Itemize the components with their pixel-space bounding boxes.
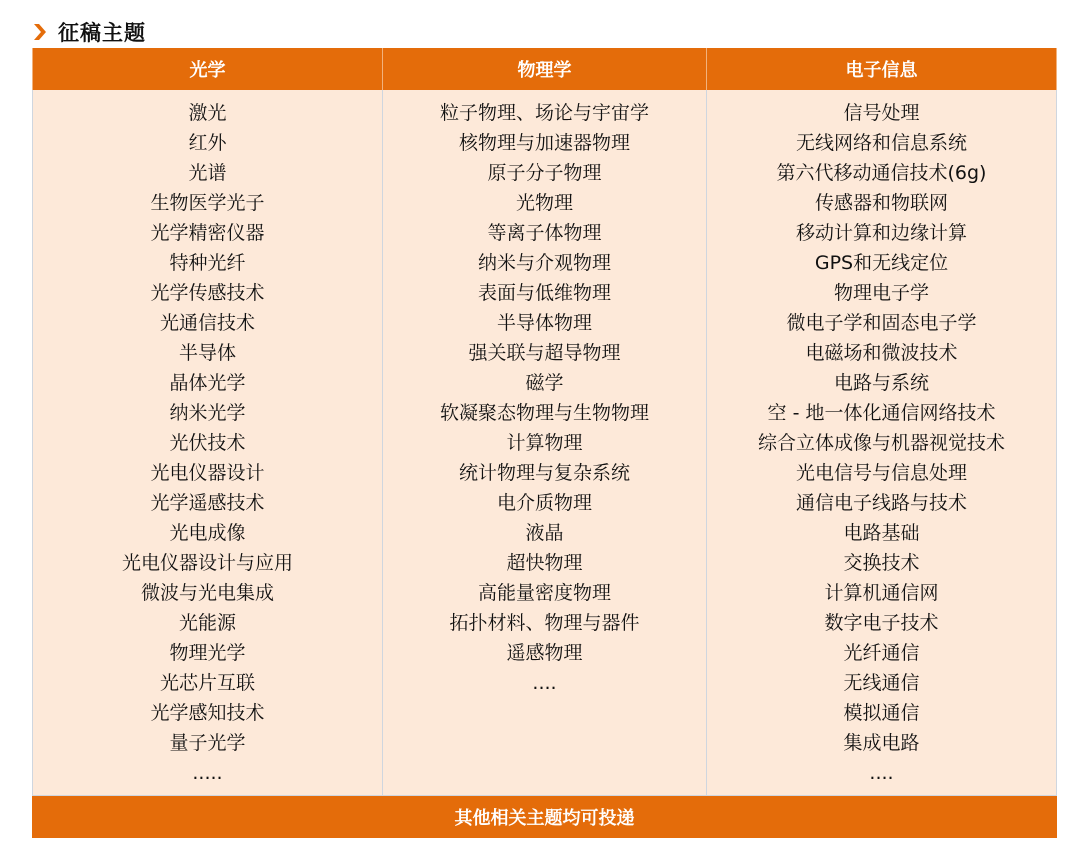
footer-row xyxy=(33,796,1057,839)
topic-item: 电磁场和微波技术 xyxy=(805,342,958,364)
topic-item: 激光 xyxy=(188,102,227,124)
topics-table xyxy=(32,48,1057,838)
topic-item: 量子光学 xyxy=(169,732,246,754)
topic-item: 第六代移动通信技术(6g) xyxy=(776,162,987,184)
topic-item: 微波与光电集成 xyxy=(140,582,274,604)
topic-item: 生物医学光子 xyxy=(150,192,265,214)
topic-item: 磁学 xyxy=(525,372,564,394)
optics-topic-list xyxy=(33,90,383,796)
topic-item: 半导体物理 xyxy=(496,312,592,334)
topic-item: 强关联与超导物理 xyxy=(468,342,621,364)
topic-item: 电路基础 xyxy=(843,522,920,544)
section-heading xyxy=(32,14,146,50)
topic-item: 纳米与介观物理 xyxy=(477,252,611,274)
topic-item: 光学感知技术 xyxy=(150,702,265,724)
electronics-topic-list xyxy=(707,90,1057,796)
topic-item: 拓扑材料、物理与器件 xyxy=(449,612,640,634)
topic-item: 信号处理 xyxy=(843,102,920,124)
topic-item: 等离子体物理 xyxy=(487,222,602,244)
topic-item: 移动计算和边缘计算 xyxy=(795,222,967,244)
topic-item: 模拟通信 xyxy=(843,702,920,724)
topic-item: 光学精密仪器 xyxy=(150,222,265,244)
topic-item: 光谱 xyxy=(188,162,227,184)
topic-item: 光物理 xyxy=(515,192,573,214)
topic-item: 粒子物理、场论与宇宙学 xyxy=(439,102,649,124)
topic-item: 光芯片互联 xyxy=(159,672,255,694)
topic-item: 无线通信 xyxy=(843,672,920,694)
topic-item: 光电成像 xyxy=(169,522,246,544)
topic-item: 光电仪器设计 xyxy=(150,462,265,484)
physics-topic-list xyxy=(383,90,707,796)
topic-item: 光伏技术 xyxy=(169,432,246,454)
topic-item: .... xyxy=(869,762,894,784)
topic-item: 光学传感技术 xyxy=(150,282,265,304)
topic-item: 计算物理 xyxy=(506,432,583,454)
section-title: 征稿主题 xyxy=(58,21,146,45)
topics-table-container xyxy=(32,48,1056,838)
topic-item: 遥感物理 xyxy=(506,642,583,664)
topic-item: 物理电子学 xyxy=(833,282,929,304)
topics-row xyxy=(33,90,1057,796)
footer-note: 其他相关主题均可投递 xyxy=(33,796,1057,839)
topic-item: 光纤通信 xyxy=(843,642,920,664)
topic-item: 光能源 xyxy=(178,612,236,634)
topic-item: 空 - 地一体化通信网络技术 xyxy=(767,402,996,424)
column-header-physics: 物理学 xyxy=(383,48,707,90)
topic-item: 传感器和物联网 xyxy=(814,192,948,214)
topic-item: 电介质物理 xyxy=(496,492,592,514)
header-row xyxy=(33,48,1057,90)
topic-item: 表面与低维物理 xyxy=(477,282,611,304)
topic-item: 通信电子线路与技术 xyxy=(795,492,967,514)
topic-item: 液晶 xyxy=(525,522,564,544)
topic-item: 纳米光学 xyxy=(169,402,246,424)
topic-item: 交换技术 xyxy=(843,552,920,574)
topic-item: 电路与系统 xyxy=(833,372,929,394)
topic-item: GPS和无线定位 xyxy=(814,252,949,274)
topic-item: 原子分子物理 xyxy=(487,162,602,184)
topic-item: 高能量密度物理 xyxy=(477,582,611,604)
topic-item: 红外 xyxy=(188,132,227,154)
topic-item: 光学遥感技术 xyxy=(150,492,265,514)
topic-item: 光电仪器设计与应用 xyxy=(121,552,293,574)
topic-item: .... xyxy=(532,672,557,694)
topic-item: 无线网络和信息系统 xyxy=(795,132,967,154)
topic-item: 半导体 xyxy=(178,342,236,364)
topic-item: 微电子学和固态电子学 xyxy=(786,312,977,334)
column-header-electronics: 电子信息 xyxy=(707,48,1057,90)
topic-item: 光通信技术 xyxy=(159,312,255,334)
topic-item: 计算机通信网 xyxy=(824,582,939,604)
topic-item: 超快物理 xyxy=(506,552,583,574)
topic-item: ..... xyxy=(192,762,223,784)
topic-item: 物理光学 xyxy=(169,642,246,664)
topic-item: 光电信号与信息处理 xyxy=(795,462,967,484)
topic-item: 数字电子技术 xyxy=(824,612,939,634)
topic-item: 集成电路 xyxy=(843,732,920,754)
chevron-right-icon xyxy=(32,21,48,43)
topic-item: 核物理与加速器物理 xyxy=(458,132,630,154)
topic-item: 综合立体成像与机器视觉技术 xyxy=(757,432,1005,454)
topic-item: 特种光纤 xyxy=(169,252,246,274)
topic-item: 晶体光学 xyxy=(169,372,246,394)
topic-item: 统计物理与复杂系统 xyxy=(458,462,630,484)
column-header-optics: 光学 xyxy=(33,48,383,90)
topic-item: 软凝聚态物理与生物物理 xyxy=(439,402,649,424)
